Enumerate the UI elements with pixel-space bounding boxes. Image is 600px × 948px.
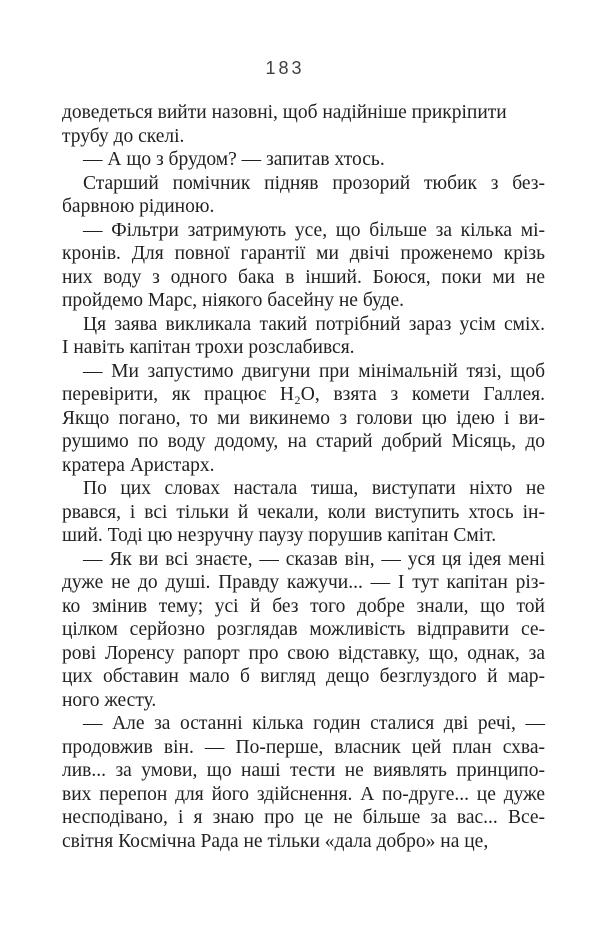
text-line: Якщо погано, то ми викинемо з голови цю ідею і ви- [62, 407, 545, 429]
text-line: вих перепон для його здійснення. А по-друге... це дуже [62, 783, 545, 805]
text-line: Старший помічник підняв прозорий тюбик з без- [83, 172, 545, 194]
text-line: рушимо по воду додому, на старий добрий Місяць, до [62, 431, 545, 452]
text-line: світня Космічна Рада не тільки «дала добро» на це, [62, 830, 489, 852]
text-line: По цих словах настала тиша, виступати ніхто не [83, 478, 545, 499]
text-line: лив... за умови, що наші тести не виявлять принципо- [62, 760, 545, 781]
text-line: ного жесту. [62, 689, 157, 711]
text-line: кронів. Для повної гарантії ми двічі проженемо крізь [62, 243, 545, 264]
page-header [0, 58, 570, 79]
text-line: цих обставин мало б вигляд дещо безглуздого й мар- [62, 666, 545, 687]
text-line: І навіть капітан трохи розслабився. [62, 337, 355, 358]
text-line: продовжив він. — По-перше, власник цей план схва- [62, 736, 545, 758]
text-line: — Але за останні кілька годин сталися дві речі, — [83, 713, 545, 734]
page-number: 183 [265, 58, 305, 78]
text-line: Ця заява викликала такий потрібний зараз усім сміх. [83, 313, 545, 335]
text-line: трубу до скелі. [62, 125, 185, 147]
text-line: рові Лоренсу рапорт про свою відставку, що, однак, за [62, 642, 545, 664]
text-line: рвався, і всі тільки й чекали, коли виступить хтось ін- [62, 501, 545, 523]
text-line: них воду з одного бака в інший. Боюся, поки ми не [62, 266, 545, 288]
text-line: — Фільтри затримують усе, що більше за кілька мі- [83, 219, 545, 241]
text-line: ко змінив тему; усі й без того добре знали, що той [62, 595, 545, 617]
text-line: ший. Тоді цю незручну паузу порушив капітан Сміт. [62, 525, 497, 546]
text-line: дуже не до душі. Правду кажучи... — І тут капітан різ- [62, 572, 545, 593]
text-block [62, 101, 545, 853]
text-line: перевірити, як працює H₂O, взята з комети Галлея. [62, 384, 545, 405]
text-line: доведеться вийти назовні, щоб надійніше прикріпити [62, 102, 507, 123]
text-line: — А що з брудом? — запитав хтось. [83, 149, 385, 170]
text-line: пройдемо Марс, ніякого басейну не буде. [62, 290, 404, 311]
text-line: барвною рідиною. [62, 196, 215, 217]
text-line: несподівано, і я знаю про це не більше за вас... Все- [62, 807, 545, 828]
text-line: цілком серйозно розглядав можливість відправити се- [62, 619, 545, 640]
text-line: — Як ви всі знаєте, — сказав він, — уся ця ідея мені [83, 548, 545, 570]
text-line: — Ми запустимо двигуни при мінімальній тязі, щоб [83, 360, 545, 382]
text-line: кратера Аристарх. [62, 454, 215, 476]
